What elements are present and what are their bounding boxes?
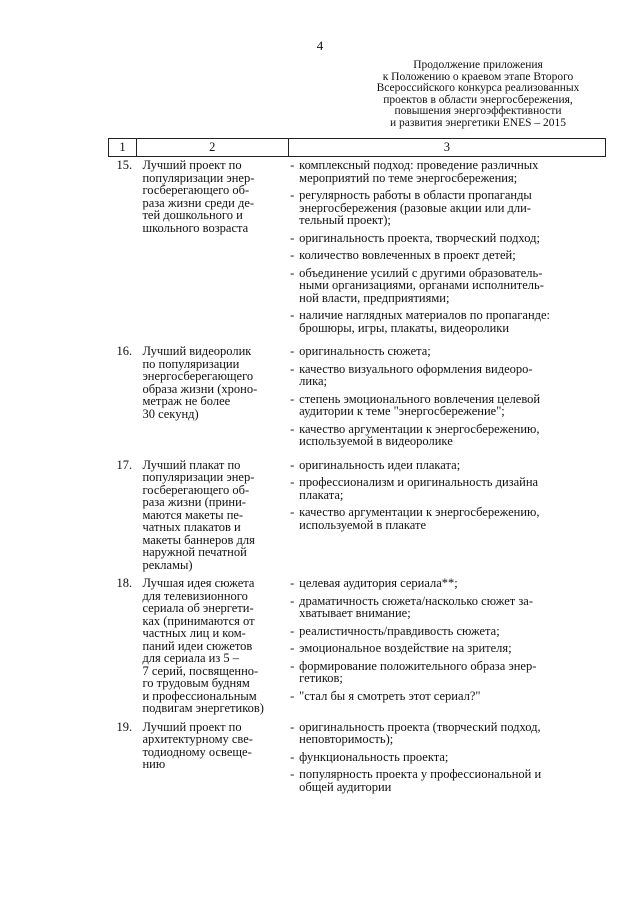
criterion-line: - "стал бы я смотреть этот сериал?" bbox=[299, 688, 481, 703]
criterion-item bbox=[288, 660, 605, 685]
criterion-line: - качество аргументации к энергосбережению, bbox=[299, 505, 540, 519]
row-number: 19. bbox=[116, 719, 133, 734]
criterion-item bbox=[288, 345, 605, 358]
criteria-list bbox=[288, 459, 605, 532]
nomination-title bbox=[136, 457, 288, 576]
criterion-line: - оригинальность проекта (творческий подход, bbox=[299, 719, 541, 734]
criterion-line: ными организациями, органами исполнитель- bbox=[299, 278, 544, 292]
criterion-line: - драматичность сюжета/насколько сюжет за- bbox=[299, 593, 534, 608]
criterion-line: энергосбережения (разовые акции или дли- bbox=[299, 200, 531, 215]
criterion-line: общей аудитории bbox=[299, 779, 392, 794]
nomination-title-line: для телевизионного bbox=[142, 588, 248, 603]
criterion-line: - регулярность работы в области пропаганды bbox=[299, 188, 532, 202]
criterion-line: - количество вовлеченных в проект детей; bbox=[299, 248, 516, 262]
header-line: Продолжение приложения bbox=[413, 59, 543, 71]
criterion-item bbox=[288, 393, 605, 418]
criterion-line: - профессионализм и оригинальность дизайна bbox=[299, 475, 539, 489]
criterion-line: - комплексный подход: проведение различных bbox=[299, 158, 539, 172]
header-line: проектов в области энергосбережения, bbox=[383, 93, 573, 106]
criterion-item bbox=[288, 232, 605, 245]
nomination-title-line: раза жизни среди де- bbox=[142, 195, 255, 210]
criterion-line: - формирование положительного образа энер- bbox=[299, 658, 537, 673]
nomination-title-line: нию bbox=[142, 757, 166, 771]
criterion-item bbox=[288, 363, 605, 388]
nomination-title bbox=[136, 575, 288, 719]
criterion-line: - объединение усилий с другими образователь- bbox=[299, 265, 543, 280]
header-line: Всероссийского конкурса реализованных bbox=[376, 82, 580, 94]
criterion-item bbox=[288, 595, 605, 620]
column-header-3: 3 bbox=[288, 139, 605, 157]
criterion-line: - качество аргументации к энергосбережению, bbox=[299, 421, 540, 436]
criterion-line: - реалистичность/правдивость сюжета; bbox=[299, 623, 500, 638]
criteria-cell bbox=[288, 343, 605, 457]
nomination-title-line: и профессиональным bbox=[142, 688, 257, 703]
row-number: 17. bbox=[116, 457, 133, 472]
criterion-line: - эмоциональное воздействие на зрителя; bbox=[299, 641, 512, 655]
criteria-table bbox=[108, 138, 606, 802]
criterion-line: - наличие наглядных материалов по пропаганде: bbox=[299, 308, 551, 322]
table-row bbox=[109, 457, 606, 576]
nomination-title-line: подвигам энергетиков) bbox=[142, 701, 264, 715]
criterion-line: мероприятий по теме энергосбережения; bbox=[299, 170, 518, 185]
criteria-cell bbox=[288, 457, 605, 576]
row-number: 16. bbox=[116, 344, 133, 358]
criteria-list bbox=[288, 577, 605, 702]
criterion-line: аудитории к теме "энергосбережение"; bbox=[299, 404, 505, 418]
criterion-item bbox=[288, 642, 605, 655]
criterion-line: - оригинальность проекта, творческий подход; bbox=[299, 230, 540, 245]
nomination-title-line: 30 секунд) bbox=[142, 406, 199, 421]
row-number: 15. bbox=[116, 158, 133, 172]
nomination-title-line: популяризации энер- bbox=[142, 170, 255, 185]
criteria-cell bbox=[288, 157, 605, 344]
criterion-item bbox=[288, 506, 605, 531]
criterion-line: - качество визуального оформления видеоро- bbox=[299, 361, 533, 376]
criterion-line: - целевая аудитория сериала**; bbox=[299, 576, 458, 590]
nomination-title-line: Лучшая идея сюжета bbox=[142, 576, 255, 590]
nomination-title-line: архитектурному све- bbox=[142, 732, 253, 746]
nomination-title-line: наружной печатной bbox=[142, 545, 247, 559]
appendix-header bbox=[358, 60, 598, 129]
nomination-title-line: тей дошкольного и bbox=[142, 208, 243, 222]
criterion-line: - оригинальность идеи плаката; bbox=[299, 457, 461, 472]
header-line: к Положению о краевом этапе Второго bbox=[382, 70, 574, 83]
nomination-title-line: тодиодному освеще- bbox=[142, 744, 252, 759]
criterion-item bbox=[288, 577, 605, 590]
criterion-item bbox=[288, 751, 605, 764]
criterion-item bbox=[288, 459, 605, 472]
criterion-line: плаката; bbox=[299, 487, 344, 502]
criterion-line: - степень эмоционального вовлечения целевой bbox=[299, 391, 541, 406]
table-row bbox=[109, 343, 606, 457]
criterion-item bbox=[288, 249, 605, 262]
row-number: 18. bbox=[116, 576, 133, 590]
criterion-line: брошюры, игры, плакаты, видеоролики bbox=[299, 320, 510, 335]
criterion-item bbox=[288, 768, 605, 793]
table-row bbox=[109, 575, 606, 719]
criterion-item bbox=[288, 309, 605, 334]
criterion-item bbox=[288, 267, 605, 305]
table-row bbox=[109, 157, 606, 344]
nomination-title-line: го трудовым будням bbox=[142, 676, 250, 690]
nomination-title-line: энергосберегающего bbox=[142, 369, 254, 383]
nomination-title-line: Лучший видеоролик bbox=[142, 344, 252, 358]
nomination-title-line: школьного возраста bbox=[142, 220, 249, 235]
nomination-title bbox=[136, 719, 288, 803]
nomination-title-line: госберегающего об- bbox=[142, 183, 250, 197]
table-header-row bbox=[109, 139, 606, 157]
criterion-item bbox=[288, 423, 605, 448]
nomination-title-line: ках (принимаются от bbox=[142, 613, 255, 628]
criterion-line: гетиков; bbox=[299, 671, 343, 685]
criterion-line: используемой в плакате bbox=[299, 517, 427, 532]
criteria-list bbox=[288, 345, 605, 448]
criterion-item bbox=[288, 721, 605, 746]
criterion-item bbox=[288, 476, 605, 501]
nomination-title-line: Лучший проект по bbox=[142, 719, 242, 734]
nomination-title-line: раза жизни (прини- bbox=[142, 495, 246, 509]
nomination-title-line: частных лиц и ком- bbox=[142, 626, 246, 640]
criterion-item bbox=[288, 690, 605, 703]
nomination-title-line: чатных плакатов и bbox=[142, 520, 241, 534]
criterion-line: используемой в видеоролике bbox=[299, 434, 453, 448]
column-header-1: 1 bbox=[109, 139, 137, 157]
page-number: 4 bbox=[316, 38, 324, 53]
criterion-line: - популярность проекта у профессиональной и bbox=[299, 767, 542, 781]
criteria-list bbox=[288, 721, 605, 794]
nomination-title-line: Лучший проект по bbox=[142, 158, 242, 172]
criteria-list bbox=[288, 159, 605, 334]
nomination-title-line: популяризации энер- bbox=[142, 470, 255, 484]
criterion-item bbox=[288, 625, 605, 638]
criterion-item bbox=[288, 189, 605, 227]
nomination-title bbox=[136, 157, 288, 344]
criterion-item bbox=[288, 159, 605, 184]
nomination-title-line: паний идеи сюжетов bbox=[142, 638, 253, 653]
nomination-title-line: образа жизни (хроно- bbox=[142, 381, 258, 396]
criterion-line: хватывает внимание; bbox=[299, 606, 411, 620]
criterion-line: лика; bbox=[299, 374, 327, 388]
nomination-title-line: 7 серий, посвященно- bbox=[142, 663, 259, 678]
header-line: и развития энергетики ENES – 2015 bbox=[389, 116, 566, 129]
nomination-title-line: сериала об энергети- bbox=[142, 601, 254, 615]
criteria-cell bbox=[288, 575, 605, 719]
header-line: повышения энергоэффективности bbox=[394, 105, 562, 117]
nomination-title-line: рекламы) bbox=[142, 557, 193, 572]
criterion-line: тельный проект); bbox=[299, 213, 391, 227]
criteria-cell bbox=[288, 719, 605, 803]
nomination-title-line: маются макеты пе- bbox=[142, 507, 244, 522]
nomination-title-line: Лучший плакат по bbox=[142, 457, 241, 472]
column-header-2: 2 bbox=[136, 139, 288, 157]
criterion-line: - функциональность проекта; bbox=[299, 749, 449, 764]
nomination-title-line: метраж не более bbox=[142, 394, 231, 408]
criterion-line: неповторимость); bbox=[299, 732, 394, 746]
nomination-title-line: госберегающего об- bbox=[142, 482, 250, 497]
criterion-line: - оригинальность сюжета; bbox=[299, 344, 431, 358]
criterion-line: ной власти, предприятиями; bbox=[299, 290, 450, 305]
table-row bbox=[109, 719, 606, 803]
nomination-title-line: по популяризации bbox=[142, 356, 240, 371]
nomination-title-line: для сериала из 5 – bbox=[142, 651, 240, 665]
nomination-title bbox=[136, 343, 288, 457]
nomination-title-line: макеты баннеров для bbox=[142, 532, 255, 547]
